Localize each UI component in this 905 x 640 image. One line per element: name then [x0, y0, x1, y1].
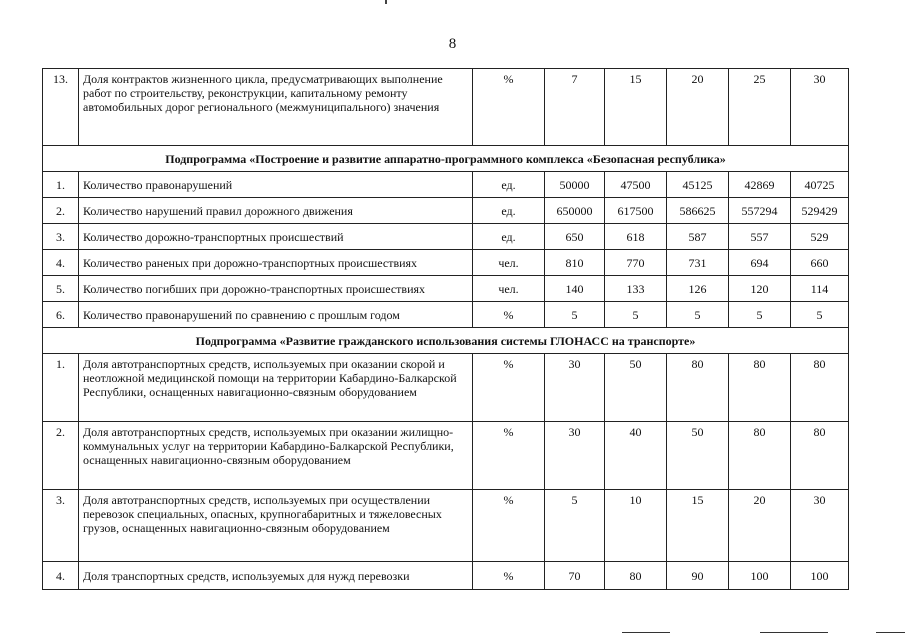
bottom-rule: [622, 632, 670, 633]
value-cell: 50: [605, 354, 667, 422]
section-header-row: [43, 146, 849, 172]
row-number: 1.: [43, 172, 79, 198]
unit-cell: %: [473, 69, 545, 146]
table-row: [43, 198, 849, 224]
value-cell: 25: [729, 69, 791, 146]
unit-cell: ед.: [473, 198, 545, 224]
row-number: 4.: [43, 562, 79, 590]
table-row: [43, 250, 849, 276]
value-cell: 5: [605, 302, 667, 328]
table-row: [43, 302, 849, 328]
value-cell: 114: [791, 276, 849, 302]
value-cell: 40: [605, 422, 667, 490]
table-row: [43, 562, 849, 590]
row-number: 5.: [43, 276, 79, 302]
row-number: 3.: [43, 224, 79, 250]
value-cell: 20: [667, 69, 729, 146]
value-cell: 80: [729, 422, 791, 490]
value-cell: 42869: [729, 172, 791, 198]
value-cell: 80: [667, 354, 729, 422]
value-cell: 529: [791, 224, 849, 250]
value-cell: 694: [729, 250, 791, 276]
value-cell: 15: [605, 69, 667, 146]
row-number: 4.: [43, 250, 79, 276]
unit-cell: ед.: [473, 224, 545, 250]
value-cell: 650: [545, 224, 605, 250]
row-number: 2.: [43, 198, 79, 224]
table-row: [43, 69, 849, 146]
value-cell: 45125: [667, 172, 729, 198]
value-cell: 529429: [791, 198, 849, 224]
value-cell: 5: [545, 302, 605, 328]
indicator-name: Доля контрактов жизненного цикла, предусматривающих выполнение работ по строительству, реконструкции, капитальному ремонту автомобильных дорог регионального (межмуниципального) значения: [79, 69, 473, 146]
value-cell: 100: [729, 562, 791, 590]
table-row: [43, 354, 849, 422]
bottom-rule: [876, 632, 905, 633]
indicator-name: Доля автотранспортных средств, используемых при оказании скорой и неотложной медицинской помощи на территории Кабардино-Балкарской Республики, оснащенных навигационно-связным оборудованием: [79, 354, 473, 422]
unit-cell: %: [473, 354, 545, 422]
section-header-row: [43, 328, 849, 354]
unit-cell: %: [473, 490, 545, 562]
indicators-table: [42, 68, 849, 590]
indicator-name: Доля транспортных средств, используемых для нужд перевозки: [79, 562, 473, 590]
indicator-name: Количество погибших при дорожно-транспортных происшествиях: [79, 276, 473, 302]
value-cell: 140: [545, 276, 605, 302]
row-number: 13.: [43, 69, 79, 146]
bottom-rule: [760, 632, 828, 633]
row-number: 6.: [43, 302, 79, 328]
unit-cell: чел.: [473, 276, 545, 302]
indicator-name: Доля автотранспортных средств, используемых при оказании жилищно-коммунальных услуг на территории Кабардино-Балкарской Республики, оснащенных навигационно-связным оборудованием: [79, 422, 473, 490]
value-cell: 70: [545, 562, 605, 590]
table-row: [43, 490, 849, 562]
value-cell: 30: [791, 490, 849, 562]
value-cell: 5: [667, 302, 729, 328]
value-cell: 731: [667, 250, 729, 276]
value-cell: 50: [667, 422, 729, 490]
table-row: [43, 276, 849, 302]
section-title: Подпрограмма «Построение и развитие аппаратно-программного комплекса «Безопасная республика»: [43, 146, 849, 172]
value-cell: 120: [729, 276, 791, 302]
table-row: [43, 422, 849, 490]
indicator-name: Количество дорожно-транспортных происшествий: [79, 224, 473, 250]
value-cell: 650000: [545, 198, 605, 224]
value-cell: 587: [667, 224, 729, 250]
indicator-name: Количество правонарушений по сравнению с прошлым годом: [79, 302, 473, 328]
value-cell: 80: [729, 354, 791, 422]
value-cell: 660: [791, 250, 849, 276]
value-cell: 40725: [791, 172, 849, 198]
table-row: [43, 172, 849, 198]
value-cell: 5: [791, 302, 849, 328]
unit-cell: %: [473, 302, 545, 328]
unit-cell: %: [473, 562, 545, 590]
value-cell: 557: [729, 224, 791, 250]
row-number: 3.: [43, 490, 79, 562]
value-cell: 80: [605, 562, 667, 590]
scan-mark: [385, 0, 387, 4]
page-number: 8: [448, 36, 457, 52]
value-cell: 47500: [605, 172, 667, 198]
row-number: 2.: [43, 422, 79, 490]
indicator-name: Доля автотранспортных средств, используемых при осуществлении перевозок специальных, опасных, крупногабаритных и тяжеловесных грузов, оснащенных навигационно-связным оборудованием: [79, 490, 473, 562]
value-cell: 133: [605, 276, 667, 302]
value-cell: 810: [545, 250, 605, 276]
indicator-name: Количество нарушений правил дорожного движения: [79, 198, 473, 224]
section-title: Подпрограмма «Развитие гражданского использования системы ГЛОНАСС на транспорте»: [43, 328, 849, 354]
table-body: [43, 69, 849, 590]
value-cell: 20: [729, 490, 791, 562]
value-cell: 10: [605, 490, 667, 562]
value-cell: 557294: [729, 198, 791, 224]
unit-cell: чел.: [473, 250, 545, 276]
value-cell: 586625: [667, 198, 729, 224]
indicator-name: Количество раненых при дорожно-транспортных происшествиях: [79, 250, 473, 276]
value-cell: 80: [791, 422, 849, 490]
value-cell: 7: [545, 69, 605, 146]
value-cell: 100: [791, 562, 849, 590]
value-cell: 618: [605, 224, 667, 250]
value-cell: 770: [605, 250, 667, 276]
indicator-name: Количество правонарушений: [79, 172, 473, 198]
table-row: [43, 224, 849, 250]
value-cell: 5: [729, 302, 791, 328]
unit-cell: %: [473, 422, 545, 490]
value-cell: 30: [545, 354, 605, 422]
value-cell: 80: [791, 354, 849, 422]
value-cell: 30: [791, 69, 849, 146]
value-cell: 15: [667, 490, 729, 562]
value-cell: 50000: [545, 172, 605, 198]
value-cell: 126: [667, 276, 729, 302]
value-cell: 90: [667, 562, 729, 590]
value-cell: 617500: [605, 198, 667, 224]
unit-cell: ед.: [473, 172, 545, 198]
value-cell: 30: [545, 422, 605, 490]
row-number: 1.: [43, 354, 79, 422]
value-cell: 5: [545, 490, 605, 562]
